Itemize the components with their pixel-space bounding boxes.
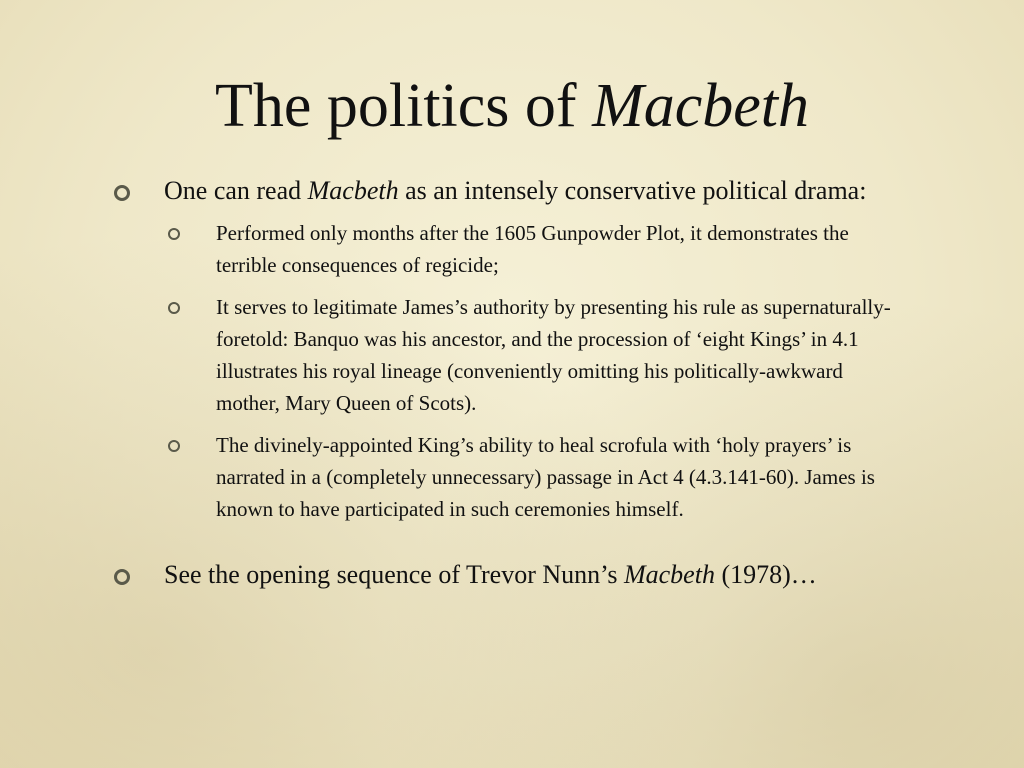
title-main: The politics of	[214, 72, 577, 140]
bullet-2-italic: Macbeth	[623, 560, 715, 589]
bullet-list	[110, 173, 910, 593]
sub-bullet-1-text: Performed only months after the 1605 Gunpowder Plot, it demonstrates the terrible consequences of regicide;	[216, 221, 849, 277]
bullet-1-post: as an intensely conservative political drama:	[405, 176, 867, 205]
sub-bullet-ring-icon	[168, 440, 180, 452]
sub-bullet-2-text: It serves to legitimate James’s authority by presenting his rule as supernaturally-foretold: Banquo was his ancestor, and the procession of ‘eight Kings’ in 4.1 illustrates his royal lineage (conveniently omitting his politically-awkward mother, Mary Queen of Scots).	[216, 295, 891, 415]
bullet-1-pre: One can read	[164, 176, 302, 205]
sub-bullet-ring-icon	[168, 228, 180, 240]
bullet-item-2	[110, 557, 910, 593]
title-italic: Macbeth	[592, 72, 809, 140]
bullet-1-italic: Macbeth	[307, 176, 399, 205]
sub-bullet-item-1	[164, 217, 910, 281]
sub-bullet-ring-icon	[168, 302, 180, 314]
bullet-ring-icon	[114, 185, 130, 201]
sub-bullet-3-text: The divinely-appointed King’s ability to heal scrofula with ‘holy prayers’ is narrated in a (completely unnecessary) passage in Act 4 (4.3.141-60). James is known to have participated in such ceremonies himself.	[216, 433, 875, 521]
bullet-2-pre: See the opening sequence of Trevor Nunn’s	[164, 560, 618, 589]
slide-title	[0, 70, 1024, 142]
bullet-2-post: (1978)…	[721, 560, 817, 589]
bullet-item-1	[110, 173, 910, 525]
bullet-ring-icon	[114, 569, 130, 585]
sub-bullet-item-3	[164, 429, 910, 525]
sub-bullet-list	[164, 217, 910, 525]
sub-bullet-item-2	[164, 291, 910, 419]
